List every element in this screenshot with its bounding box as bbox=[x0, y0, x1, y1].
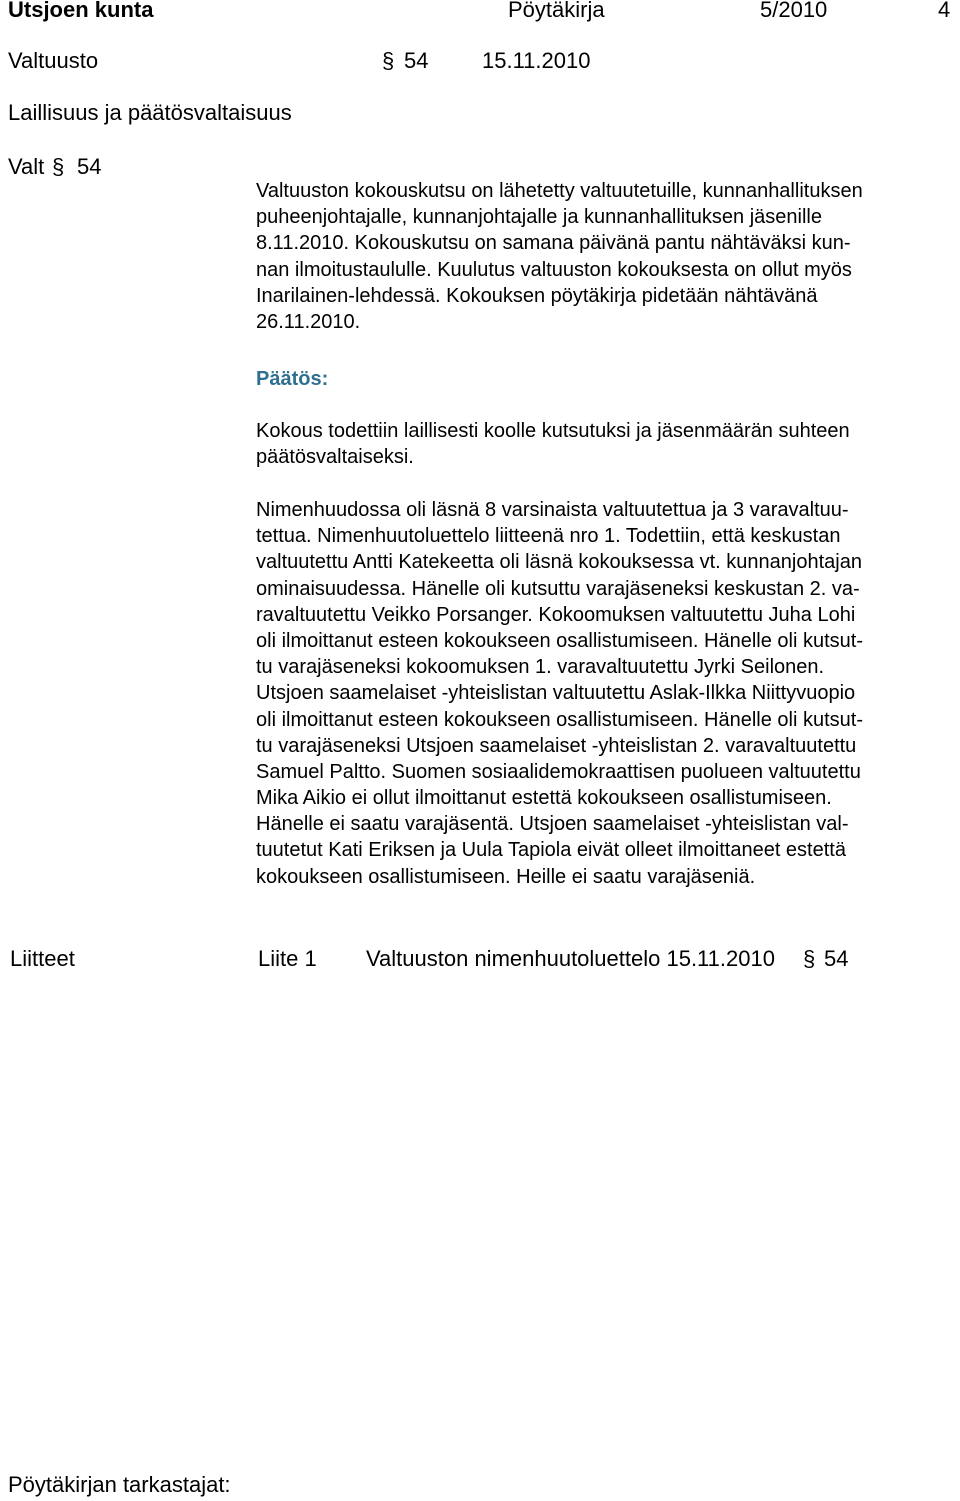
section-symbol: § bbox=[382, 48, 395, 73]
intro-line: 26.11.2010. bbox=[256, 310, 361, 333]
attendance-line: valtuutettu Antti Katekeetta oli läsnä kokouksessa vt. kunnanjohtajan bbox=[256, 551, 862, 574]
intro-line: Valtuuston kokouskutsu on lähetetty valtuutetuille, kunnanhallituksen bbox=[256, 180, 863, 202]
attachment-item: Liite 1 bbox=[258, 946, 317, 971]
attendance-line: Nimenhuudossa oli läsnä 8 varsinaista valtuutettua ja 3 varavaltuu- bbox=[256, 499, 849, 521]
document-type: Pöytäkirja bbox=[508, 0, 605, 22]
reviewers-label: Pöytäkirjan tarkastajat: bbox=[8, 1472, 231, 1497]
intro-line: puheenjohtajalle, kunnanjohtajalle ja kunnanhallituksen jäsenille bbox=[256, 206, 822, 229]
page-title: Laillisuus ja päätösvaltaisuus bbox=[8, 100, 292, 125]
intro-line: Inarilainen-lehdessä. Kokouksen pöytäkirja pidetään nähtävänä bbox=[256, 284, 818, 307]
attendance-line: Samuel Paltto. Suomen sosiaalidemokraattisen puolueen valtuutettu bbox=[256, 760, 861, 783]
intro-line: 8.11.2010. Kokouskutsu on samana päivänä pantu nähtäväksi kun- bbox=[256, 232, 851, 255]
attendance-line: Mika Aikio ei ollut ilmoittanut estettä kokoukseen osallistumiseen. bbox=[256, 787, 832, 810]
attendance-line: tu varajäseneksi Utsjoen saamelaiset -yhteislistan 2. varavaltuutettu bbox=[256, 734, 857, 757]
attendance-line: tettua. Nimenhuutoluettelo liitteenä nro 1. Todettiin, että keskustan bbox=[256, 525, 841, 548]
attendance-line: kokoukseen osallistumiseen. Heille ei saatu varajäseniä. bbox=[256, 865, 756, 888]
intro-line: nan ilmoitustaululle. Kuulutus valtuuston kokouksesta on ollut myös bbox=[256, 258, 852, 281]
attachment-section-number: 54 bbox=[824, 946, 849, 971]
decision-paragraph bbox=[256, 418, 960, 470]
decision-line: päätösvaltaiseksi. bbox=[256, 446, 414, 469]
attendance-line: Utsjoen saamelaiset -yhteislistan valtuutettu Aslak-Ilkka Niittyvuopio bbox=[256, 682, 856, 705]
attendance-line: tuutetut Kati Eriksen ja Uula Tapiola eivät olleet ilmoittaneet estettä bbox=[256, 839, 846, 862]
attendance-line: ravaltuutettu Veikko Porsanger. Kokoomuksen valtuutettu Juha Lohi bbox=[256, 603, 856, 626]
decision-heading: Päätös: bbox=[256, 368, 329, 390]
attendance-line: ominaisuudessa. Hänelle oli kutsuttu varajäseneksi keskustan 2. va- bbox=[256, 577, 860, 600]
attendance-line: tu varajäseneksi kokoomuksen 1. varavaltuutettu Jyrki Seilonen. bbox=[256, 656, 825, 679]
document-number: 5/2010 bbox=[760, 0, 828, 22]
section-ref-body: Valt bbox=[8, 154, 45, 179]
attachment-description: Valtuuston nimenhuutoluettelo 15.11.2010 bbox=[366, 946, 775, 971]
attachments-label: Liitteet bbox=[10, 946, 75, 971]
section-ref-symbol: § bbox=[52, 154, 65, 179]
page-number: 4 bbox=[938, 0, 951, 22]
section-ref-number: 54 bbox=[77, 154, 102, 179]
decision-line: Kokous todettiin laillisesti koolle kutsutuksi ja jäsenmäärän suhteen bbox=[256, 420, 850, 442]
section-number: 54 bbox=[404, 48, 429, 73]
meeting-date: 15.11.2010 bbox=[482, 48, 591, 73]
attendance-line: oli ilmoittanut esteen kokoukseen osallistumiseen. Hänelle oli kutsut- bbox=[256, 629, 863, 652]
intro-paragraph bbox=[256, 178, 960, 335]
attendance-line: Hänelle ei saatu varajäsentä. Utsjoen saamelaiset -yhteislistan val- bbox=[256, 813, 849, 836]
attendance-paragraph bbox=[256, 497, 960, 890]
attachment-section-symbol: § bbox=[803, 946, 816, 971]
municipality-name: Utsjoen kunta bbox=[8, 0, 154, 22]
council-name: Valtuusto bbox=[8, 48, 99, 73]
attendance-line: oli ilmoittanut esteen kokoukseen osallistumiseen. Hänelle oli kutsut- bbox=[256, 708, 863, 731]
